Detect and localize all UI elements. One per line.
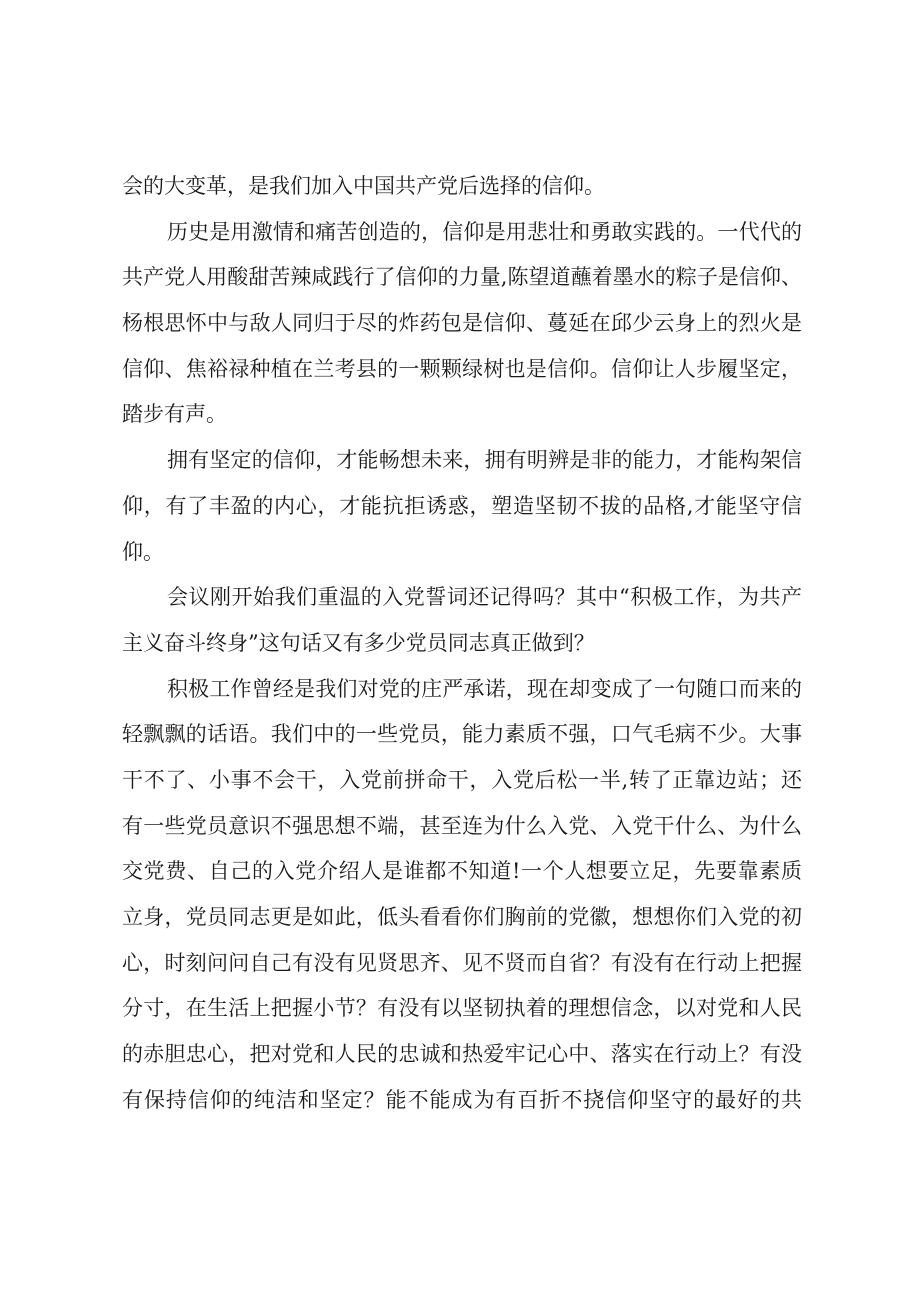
text-line: 的赤胆忠心，把对党和人民的忠诚和热爱牢记心中、落实在行动上？有没: [122, 1042, 802, 1067]
text-line: 踏步有声。: [122, 402, 227, 427]
text-line: 干不了、小事不会干，入党前拼命干，入党后松一半,转了正靠边站；还: [122, 767, 802, 792]
text-line: 有保持信仰的纯洁和坚定？能不能成为有百折不挠信仰坚守的最好的共: [122, 1087, 802, 1112]
text-line: 轻飘飘的话语。我们中的一些党员，能力素质不强，口气毛病不少。大事: [122, 722, 802, 747]
text-line: 杨根思怀中与敌人同归于尽的炸药包是信仰、蔓延在邱少云身上的烈火是: [122, 311, 802, 336]
text-line: 有一些党员意识不强思想不端，甚至连为什么入党、入党干什么、为什么: [122, 813, 802, 838]
text-line: 会的大变革，是我们加入中国共产党后选择的信仰。: [122, 174, 605, 198]
text-line: 立身，党员同志更是如此，低头看看你们胸前的党徽，想想你们入党的初: [122, 905, 802, 929]
text-line: 拥有坚定的信仰，才能畅想未来，拥有明辨是非的能力，才能构架信: [167, 448, 802, 473]
text-line: 会议刚开始我们重温的入党誓词还记得吗？其中“积极工作，为共产: [167, 585, 802, 610]
text-line: 历史是用激情和痛苦创造的，信仰是用悲壮和勇敢实践的。一代代的: [167, 219, 802, 244]
text-line: 积极工作曾经是我们对党的庄严承诺，现在却变成了一句随口而来的: [167, 676, 802, 701]
text-line: 交党费、自己的入党介绍人是谁都不知道!一个人想要立足，先要靠素质: [122, 859, 802, 884]
text-line: 主义奋斗终身”这句话又有多少党员同志真正做到？: [122, 630, 595, 655]
text-line: 共产党人用酸甜苦辣咸践行了信仰的力量,陈望道蘸着墨水的粽子是信仰、: [122, 265, 802, 290]
text-line: 仰，有了丰盈的内心，才能抗拒诱惑，塑造坚韧不拔的品格,才能坚守信: [122, 493, 802, 518]
body-text: [122, 164, 802, 1123]
text-line: 心，时刻问问自己有没有见贤思齐、见不贤而自省？有没有在行动上把握: [122, 950, 802, 975]
text-line: 分寸，在生活上把握小节？有没有以坚韧执着的理想信念，以对党和人民: [122, 996, 802, 1021]
text-line: 信仰、焦裕禄种植在兰考县的一颗颗绿树也是信仰。信仰让人步履坚定，: [122, 356, 802, 381]
text-line: 仰。: [122, 539, 164, 564]
